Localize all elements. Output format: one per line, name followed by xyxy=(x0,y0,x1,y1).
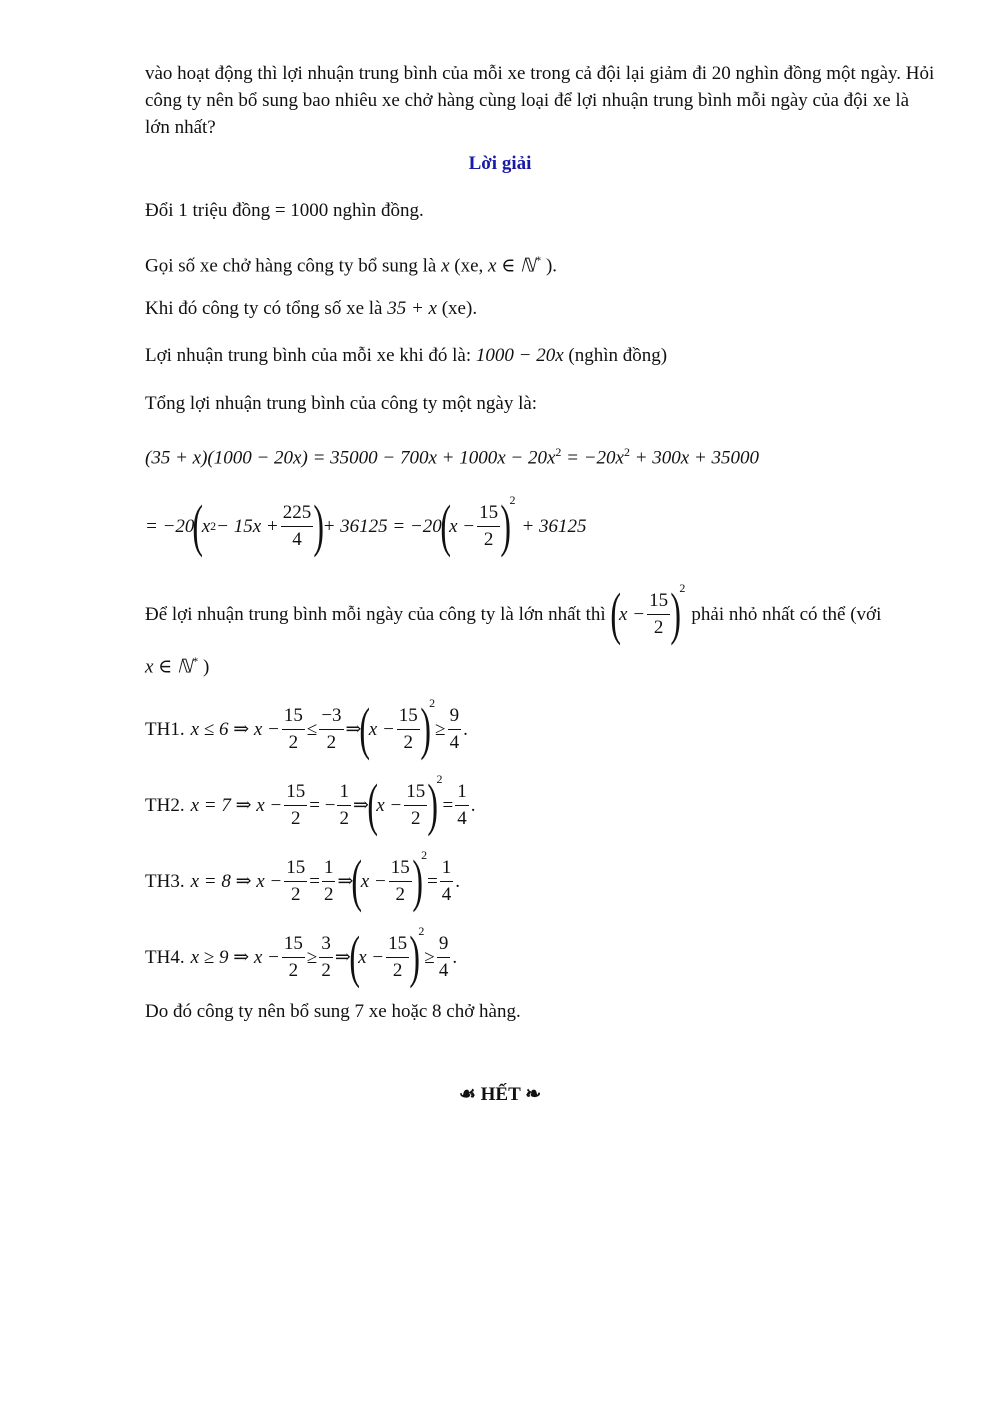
fraction xyxy=(284,779,307,832)
fraction xyxy=(281,500,314,553)
math-var: x xyxy=(441,255,450,277)
math-expr: = −20x xyxy=(561,447,624,469)
denominator: 2 xyxy=(326,731,337,753)
denominator: 4 xyxy=(441,883,452,905)
implies-symbol: ⇒ xyxy=(334,946,351,968)
left-paren: ( xyxy=(440,493,451,558)
fraction xyxy=(448,703,462,756)
denominator: 4 xyxy=(438,959,449,981)
fraction xyxy=(389,855,412,908)
case-label: TH2. xyxy=(145,794,185,816)
condition-line-cont xyxy=(145,648,935,680)
period: . xyxy=(452,946,458,968)
relation: ≥ xyxy=(435,718,446,740)
denominator: 2 xyxy=(291,807,301,829)
math-expr: x − xyxy=(360,870,387,892)
denominator: 2 xyxy=(323,883,334,905)
fraction xyxy=(647,588,670,641)
numerator: 15 xyxy=(397,703,420,730)
denominator: 2 xyxy=(392,959,403,981)
left-paren: ( xyxy=(367,772,378,837)
math-set: x ∈ ℕ xyxy=(145,656,193,678)
right-paren: ) xyxy=(500,493,512,558)
fraction xyxy=(440,855,454,908)
math-expr: 1000 − 20x xyxy=(475,345,564,366)
numerator: 15 xyxy=(386,931,409,958)
relation: ≥ xyxy=(424,946,435,968)
math-expr: x − xyxy=(449,515,476,537)
superscript: 2 xyxy=(679,580,686,595)
superscript: 2 xyxy=(429,695,436,710)
numerator: 15 xyxy=(477,500,500,527)
case-condition: x = 7 ⇒ x − xyxy=(190,794,283,816)
math-var: x xyxy=(201,515,211,537)
text: Để lợi nhuận trung bình mỗi ngày của công ty là lớn nhất thì xyxy=(145,603,606,625)
denominator: 2 xyxy=(288,959,299,981)
superscript: 2 xyxy=(623,445,630,459)
math-expr: + 300x + 35000 xyxy=(629,447,760,469)
superscript: 2 xyxy=(555,445,562,459)
fraction xyxy=(477,500,500,553)
implies-symbol: ⇒ xyxy=(345,718,362,740)
denominator: 2 xyxy=(403,731,414,753)
numerator: 15 xyxy=(284,779,307,806)
denominator: 2 xyxy=(653,616,664,638)
math-expr: 35 + x xyxy=(387,298,437,319)
fraction xyxy=(386,931,409,984)
numerator: 3 xyxy=(319,931,333,958)
fraction xyxy=(284,855,307,908)
problem-intro: vào hoạt động thì lợi nhuận trung bình của mỗi xe trong cả đội lại giảm đi 20 nghìn đồng một ngày. Hỏi công ty nên bổ sung bao nhiêu xe chở hàng cùng loại để lợi nhuận trung bình mỗi ngày của đội xe là lớn nhất? xyxy=(145,63,935,138)
superscript: 2 xyxy=(436,771,443,786)
numerator: 15 xyxy=(404,779,427,806)
denominator: 2 xyxy=(410,807,421,829)
equation-expand xyxy=(145,439,935,471)
numerator: 15 xyxy=(389,855,412,882)
denominator: 2 xyxy=(339,807,349,829)
case-row xyxy=(145,771,935,837)
implies-symbol: ⇒ xyxy=(337,870,354,892)
equation-complete-square xyxy=(145,492,935,558)
period: . xyxy=(470,794,476,816)
denominator: 2 xyxy=(483,528,494,550)
case-row xyxy=(145,923,935,989)
text: Gọi số xe chở hàng công ty bổ sung là xyxy=(145,255,442,277)
case-row xyxy=(145,695,935,761)
text: (nghìn đồng) xyxy=(563,345,668,366)
text: ). xyxy=(541,255,558,277)
relation: = xyxy=(442,794,454,816)
math-expr: x − xyxy=(619,603,646,625)
relation: ≥ xyxy=(306,946,318,968)
fraction xyxy=(282,931,305,984)
numerator: 15 xyxy=(282,703,305,730)
case-condition: x ≤ 6 ⇒ x − xyxy=(190,718,280,740)
fraction xyxy=(337,779,351,832)
numerator: 1 xyxy=(322,855,336,882)
math-expr: x − xyxy=(376,794,403,816)
math-expr: − 15x + xyxy=(216,515,279,537)
relation: = xyxy=(309,870,320,892)
denominator: 4 xyxy=(292,528,302,550)
period: . xyxy=(455,870,461,892)
numerator: 9 xyxy=(448,703,462,730)
numerator: 1 xyxy=(440,855,454,882)
right-paren: ) xyxy=(420,696,431,761)
superscript: 2 xyxy=(509,492,516,507)
superscript: * xyxy=(535,253,542,267)
relation: = − xyxy=(309,794,336,816)
fraction xyxy=(404,779,427,832)
denominator: 2 xyxy=(291,883,301,905)
numerator: 1 xyxy=(337,779,351,806)
relation: ≤ xyxy=(306,718,318,740)
right-paren: ) xyxy=(412,848,423,913)
denominator: 4 xyxy=(449,731,460,753)
text: Khi đó công ty có tổng số xe là xyxy=(145,298,388,319)
case-label: TH1. xyxy=(145,718,185,740)
left-paren: ( xyxy=(610,581,621,646)
left-paren: ( xyxy=(192,493,204,558)
superscript: 2 xyxy=(421,847,428,862)
math-expr: + 36125 = −20 xyxy=(322,515,442,537)
conclusion: Do đó công ty nên bổ sung 7 xe hoặc 8 chở hàng. xyxy=(145,1001,521,1022)
text: Lợi nhuận trung bình của mỗi xe khi đó là: xyxy=(145,345,476,366)
text: phải nhỏ nhất có thể (với xyxy=(691,603,882,625)
right-paren: ) xyxy=(670,581,682,646)
implies-symbol: ⇒ xyxy=(352,794,369,816)
denominator: 2 xyxy=(395,883,405,905)
fraction xyxy=(397,703,420,756)
case-label: TH4. xyxy=(145,946,185,968)
right-paren: ) xyxy=(313,493,325,558)
fraction xyxy=(319,931,333,984)
math-expr: x − xyxy=(358,946,385,968)
numerator: −3 xyxy=(319,703,343,730)
math-expr: = −20 xyxy=(145,515,195,537)
numerator: 1 xyxy=(455,779,469,806)
math-expr: (35 + x)(1000 − 20x) = 35000 − 700x + 1000x − 20x xyxy=(145,447,556,469)
denominator: 4 xyxy=(457,807,467,829)
average-profit-line xyxy=(145,342,935,369)
condition-line xyxy=(145,580,935,646)
text: (xe, xyxy=(449,255,489,277)
variable-definition xyxy=(145,247,935,279)
denominator: 2 xyxy=(288,731,299,753)
relation: = xyxy=(427,870,438,892)
case-condition: x = 8 ⇒ x − xyxy=(190,870,283,892)
fraction xyxy=(455,779,469,832)
math-expr: x − xyxy=(368,718,395,740)
total-vehicles-line xyxy=(145,295,935,322)
math-expr: + 36125 xyxy=(521,515,587,537)
superscript: 2 xyxy=(210,518,217,533)
period: . xyxy=(463,718,468,740)
denominator: 2 xyxy=(321,959,331,981)
solution-heading: Lời giải xyxy=(468,153,532,174)
numerator: 225 xyxy=(281,500,314,527)
end-mark: ☙ HẾT ❧ xyxy=(458,1084,542,1105)
case-condition: x ≥ 9 ⇒ x − xyxy=(190,946,280,968)
case-label: TH3. xyxy=(145,870,185,892)
numerator: 9 xyxy=(437,931,451,958)
math-set: x ∈ ℕ xyxy=(488,255,536,277)
numerator: 15 xyxy=(284,855,307,882)
fraction xyxy=(322,855,336,908)
conversion-line: Đổi 1 triệu đồng = 1000 nghìn đồng. xyxy=(145,200,424,221)
left-paren: ( xyxy=(359,696,371,761)
numerator: 15 xyxy=(647,588,670,615)
case-row xyxy=(145,847,935,913)
fraction xyxy=(319,703,343,756)
fraction xyxy=(437,931,451,984)
text: (xe). xyxy=(436,298,478,319)
total-profit-label: Tổng lợi nhuận trung bình của công ty một ngày là: xyxy=(145,393,538,414)
superscript: 2 xyxy=(418,923,425,938)
numerator: 15 xyxy=(282,931,305,958)
left-paren: ( xyxy=(351,848,363,913)
right-paren: ) xyxy=(427,772,439,837)
superscript: * xyxy=(192,654,199,668)
right-paren: ) xyxy=(409,924,421,989)
text: ) xyxy=(198,656,210,678)
fraction xyxy=(282,703,305,756)
left-paren: ( xyxy=(349,924,360,989)
